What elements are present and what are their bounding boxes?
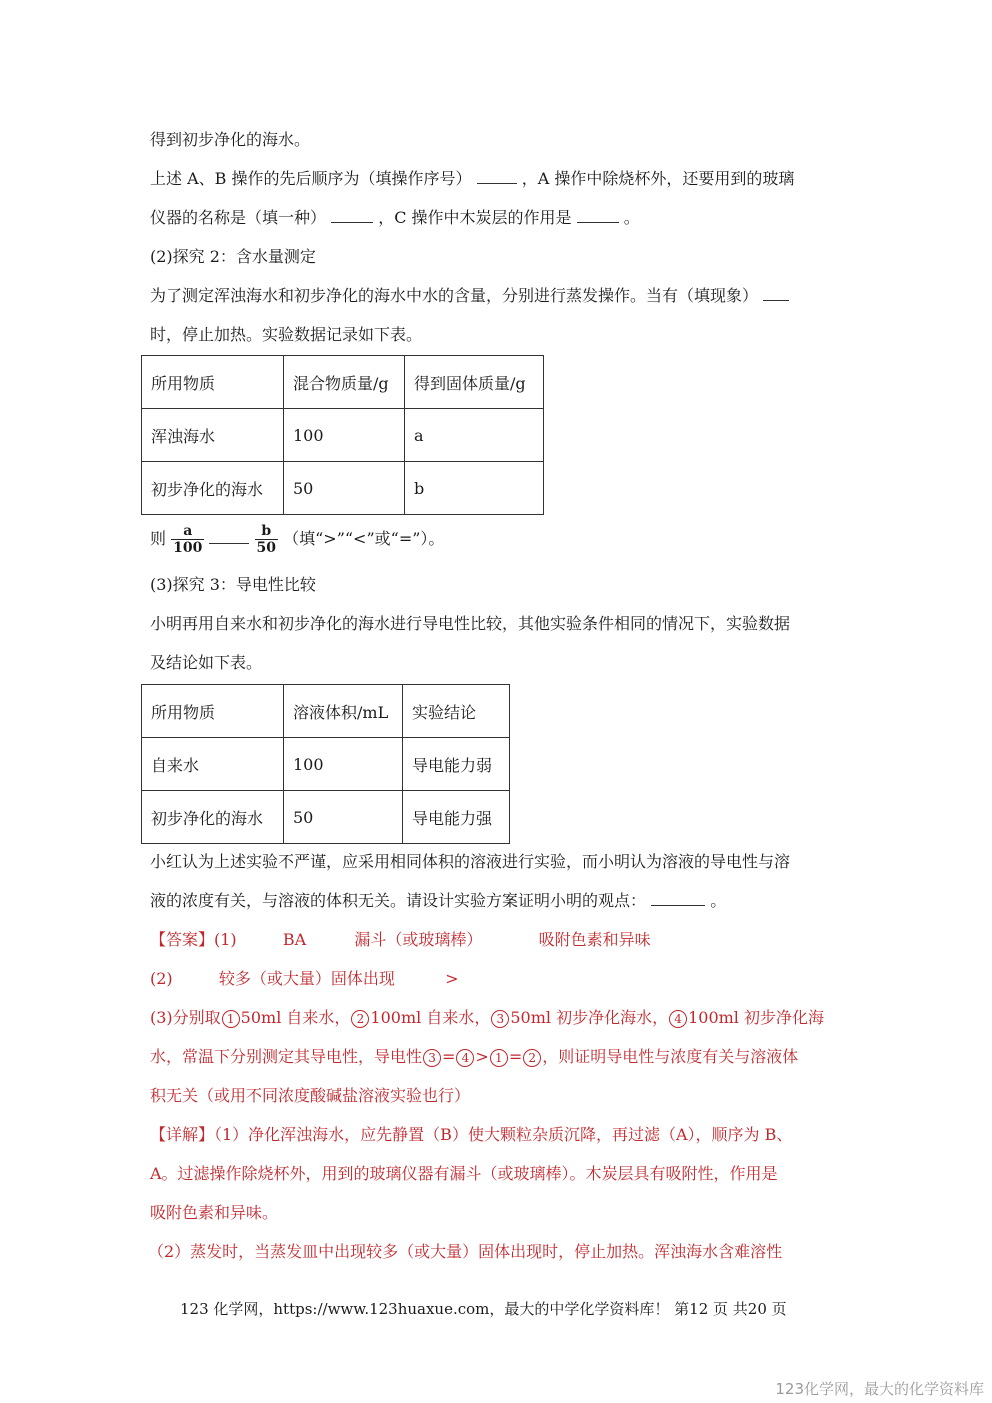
table-cell: 自来水 <box>142 738 284 791</box>
table-row <box>142 738 510 791</box>
table-cell: 初步净化的海水 <box>142 791 284 844</box>
answer-value: > <box>445 969 459 988</box>
text: > <box>475 1047 489 1066</box>
text: = <box>508 1047 523 1066</box>
text-line: 时，停止加热。实验数据记录如下表。 <box>150 325 423 344</box>
page-footer: 123 化学网，https://www.123huaxue.com，最大的中学化学资料库！ 第12 页 共20 页 <box>180 1300 787 1318</box>
table-cell: 初步净化的海水 <box>142 462 284 515</box>
answer-line <box>150 1008 824 1028</box>
answer-line <box>150 969 458 989</box>
answer-blank[interactable] <box>651 891 705 906</box>
text: ，A 操作中除烧杯外，还要用到的玻璃 <box>521 169 795 188</box>
circled-number: 2 <box>523 1049 541 1067</box>
fraction-denominator: 50 <box>256 540 277 556</box>
detail-line: 吸附色素和异味。 <box>150 1203 279 1222</box>
table-header-cell: 得到固体质量/g <box>405 356 544 409</box>
text: （填“>”“<”或“=”）。 <box>283 529 445 548</box>
answer-value: 吸附色素和异味 <box>538 930 651 949</box>
circled-number: 3 <box>423 1049 441 1067</box>
table-header-cell: 所用物质 <box>142 685 284 738</box>
answer-value: 较多（或大量）固体出现 <box>218 969 395 988</box>
table-cell: 50 <box>284 462 405 515</box>
text: = <box>442 1047 456 1066</box>
table-header-cell: 实验结论 <box>403 685 510 738</box>
section-title: (2)探究 2：含水量测定 <box>150 247 316 266</box>
comparison-line <box>150 522 444 556</box>
table-header-row <box>142 685 510 738</box>
text: 。 <box>623 208 640 227</box>
table-header-cell: 溶液体积/mL <box>284 685 403 738</box>
text: 仪器的名称是（填一种） <box>150 208 327 227</box>
answer-blank[interactable] <box>763 286 789 301</box>
question-line <box>150 169 794 189</box>
question-line <box>150 286 789 306</box>
text: 100ml 自来水， <box>370 1008 491 1027</box>
question-line <box>150 891 726 911</box>
answer-blank[interactable] <box>209 529 249 544</box>
text: ，C 操作中木炭层的作用是 <box>378 208 572 227</box>
circled-number: 1 <box>222 1010 240 1028</box>
text: 100ml 初步净化海 <box>688 1008 825 1027</box>
watermark: 123化学网，最大的化学资料库 <box>775 1380 984 1398</box>
text: 则 <box>150 529 167 548</box>
data-table-1 <box>141 355 544 515</box>
detail-line: 【详解】（1）净化浑浊海水，应先静置（B）使大颗粒杂质沉降，再过滤（A），顺序为 B、 <box>150 1125 793 1144</box>
text: 50ml 自来水， <box>240 1008 351 1027</box>
table-row <box>142 409 544 462</box>
table-cell: 100 <box>284 738 403 791</box>
table-cell: 100 <box>284 409 405 462</box>
answer-label: 【答案】(1) <box>150 930 237 949</box>
table-cell: 50 <box>284 791 403 844</box>
answer-blank[interactable] <box>477 169 517 184</box>
detail-line: （2）蒸发时，当蒸发皿中出现较多（或大量）固体出现时，停止加热。浑浊海水含难溶性 <box>148 1242 783 1261</box>
answer-value: BA <box>282 930 307 949</box>
table-cell: 导电能力强 <box>403 791 510 844</box>
circled-number: 4 <box>456 1049 474 1067</box>
table-header-row <box>142 356 544 409</box>
fraction <box>171 523 204 556</box>
text-line: 得到初步净化的海水。 <box>150 130 311 149</box>
table-cell: b <box>405 462 544 515</box>
table-cell: a <box>405 409 544 462</box>
answer-line: 积无关（或用不同浓度酸碱盐溶液实验也行） <box>150 1086 471 1105</box>
text: 液的浓度有关，与溶液的体积无关。请设计实验方案证明小明的观点： <box>150 891 647 910</box>
answer-line <box>150 930 651 950</box>
table-header-cell: 所用物质 <box>142 356 284 409</box>
answer-line <box>150 1047 798 1067</box>
answer-blank[interactable] <box>331 208 373 223</box>
answer-blank[interactable] <box>577 208 619 223</box>
data-table-2 <box>141 684 510 844</box>
fraction-numerator: b <box>255 523 278 540</box>
text: 为了测定浑浊海水和初步净化的海水中水的含量，分别进行蒸发操作。当有（填现象） <box>150 286 759 305</box>
table-cell: 浑浊海水 <box>142 409 284 462</box>
table-row <box>142 462 544 515</box>
question-line <box>150 208 640 228</box>
text-line: 及结论如下表。 <box>150 653 263 672</box>
answer-label: (2) <box>150 969 173 988</box>
table-cell: 导电能力弱 <box>403 738 510 791</box>
table-row <box>142 791 510 844</box>
circled-number: 4 <box>669 1010 687 1028</box>
text: 50ml 初步净化海水， <box>510 1008 669 1027</box>
fraction <box>255 523 278 556</box>
answer-value: 漏斗（或玻璃棒） <box>354 930 483 949</box>
text: ，则证明导电性与浓度有关与溶液体 <box>542 1047 799 1066</box>
circled-number: 3 <box>491 1010 509 1028</box>
text-line: 小明再用自来水和初步净化的海水进行导电性比较，其他实验条件相同的情况下，实验数据 <box>150 614 791 633</box>
fraction-numerator: a <box>171 523 204 540</box>
section-title: (3)探究 3：导电性比较 <box>150 575 316 594</box>
table-header-cell: 混合物质量/g <box>284 356 405 409</box>
text: 上述 A、B 操作的先后顺序为（填操作序号） <box>150 169 472 188</box>
circled-number: 1 <box>490 1049 508 1067</box>
circled-number: 2 <box>351 1010 369 1028</box>
fraction-denominator: 100 <box>173 540 203 556</box>
text: 水，常温下分别测定其导电性，导电性 <box>150 1047 423 1066</box>
text-line: 小红认为上述实验不严谨，应采用相同体积的溶液进行实验，而小明认为溶液的导电性与溶 <box>150 852 791 871</box>
detail-line: A。过滤操作除烧杯外，用到的玻璃仪器有漏斗（或玻璃棒）。木炭层具有吸附性，作用是 <box>150 1164 778 1183</box>
text: 。 <box>710 891 727 910</box>
text: (3)分别取 <box>150 1008 221 1027</box>
